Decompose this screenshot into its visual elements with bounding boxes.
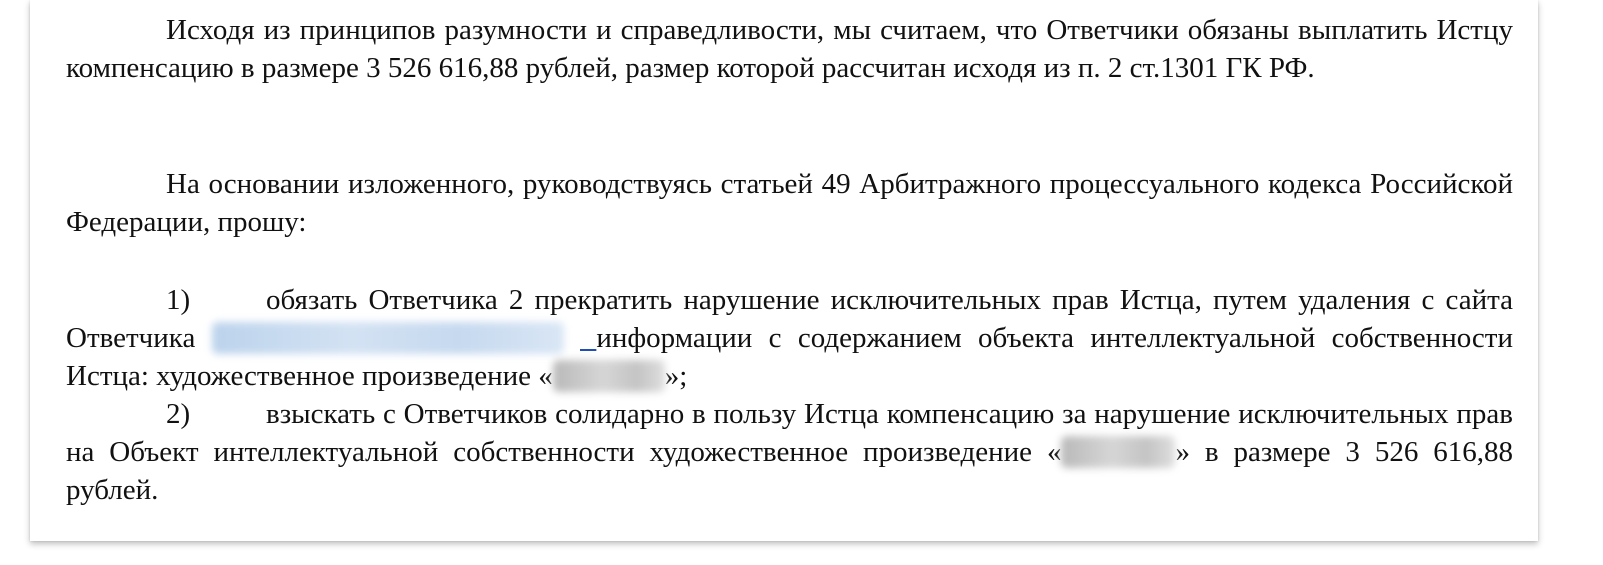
list-item-1-text-end: »; (664, 360, 688, 392)
paragraph-request-text: На основании изложенного, руководствуясь статьей 49 Арбитражного процессуального кодекса Российской Федерации, прошу: (66, 168, 1513, 238)
paragraph-compensation-text: Исходя из принципов разумности и справедливости, мы считаем, что Ответчики обязаны выплатить Истцу компенсацию в размере 3 526 616,88 рублей, размер которой рассчитан исходя из п. 2 ст.1301 ГК РФ. (66, 14, 1513, 84)
list-item-2-text-start: взыскать с Ответчиков солидарно в пользу Истца компенсацию за нарушение исключительных прав на Объект интеллектуальной собственности художественное произведение « (66, 398, 1513, 468)
redacted-work-title (553, 360, 665, 392)
paragraph-request (66, 165, 1513, 241)
list-item-2-text-end: » в размере 3 526 616,88 рублей. (66, 436, 1513, 506)
document-page (30, 0, 1538, 541)
list-item-2-marker: 2) (166, 398, 191, 430)
list-item-2 (66, 395, 1513, 509)
list-item-1-text-middle: информации с содержанием объекта интеллектуальной собственности Истца: художественное произведение « (66, 322, 1513, 392)
link-underscore: ​ (580, 322, 597, 354)
list-item-1-text-start: обязать Ответчика 2 прекратить нарушение исключительных прав Истца, путем удаления с сайта Ответчика (66, 284, 1513, 354)
redacted-website-link[interactable] (212, 322, 564, 354)
list-item-1 (66, 281, 1513, 395)
list-item-1-marker: 1) (166, 284, 191, 316)
paragraph-compensation (66, 11, 1513, 87)
request-list (66, 281, 1513, 509)
redacted-work-title (1061, 436, 1175, 468)
